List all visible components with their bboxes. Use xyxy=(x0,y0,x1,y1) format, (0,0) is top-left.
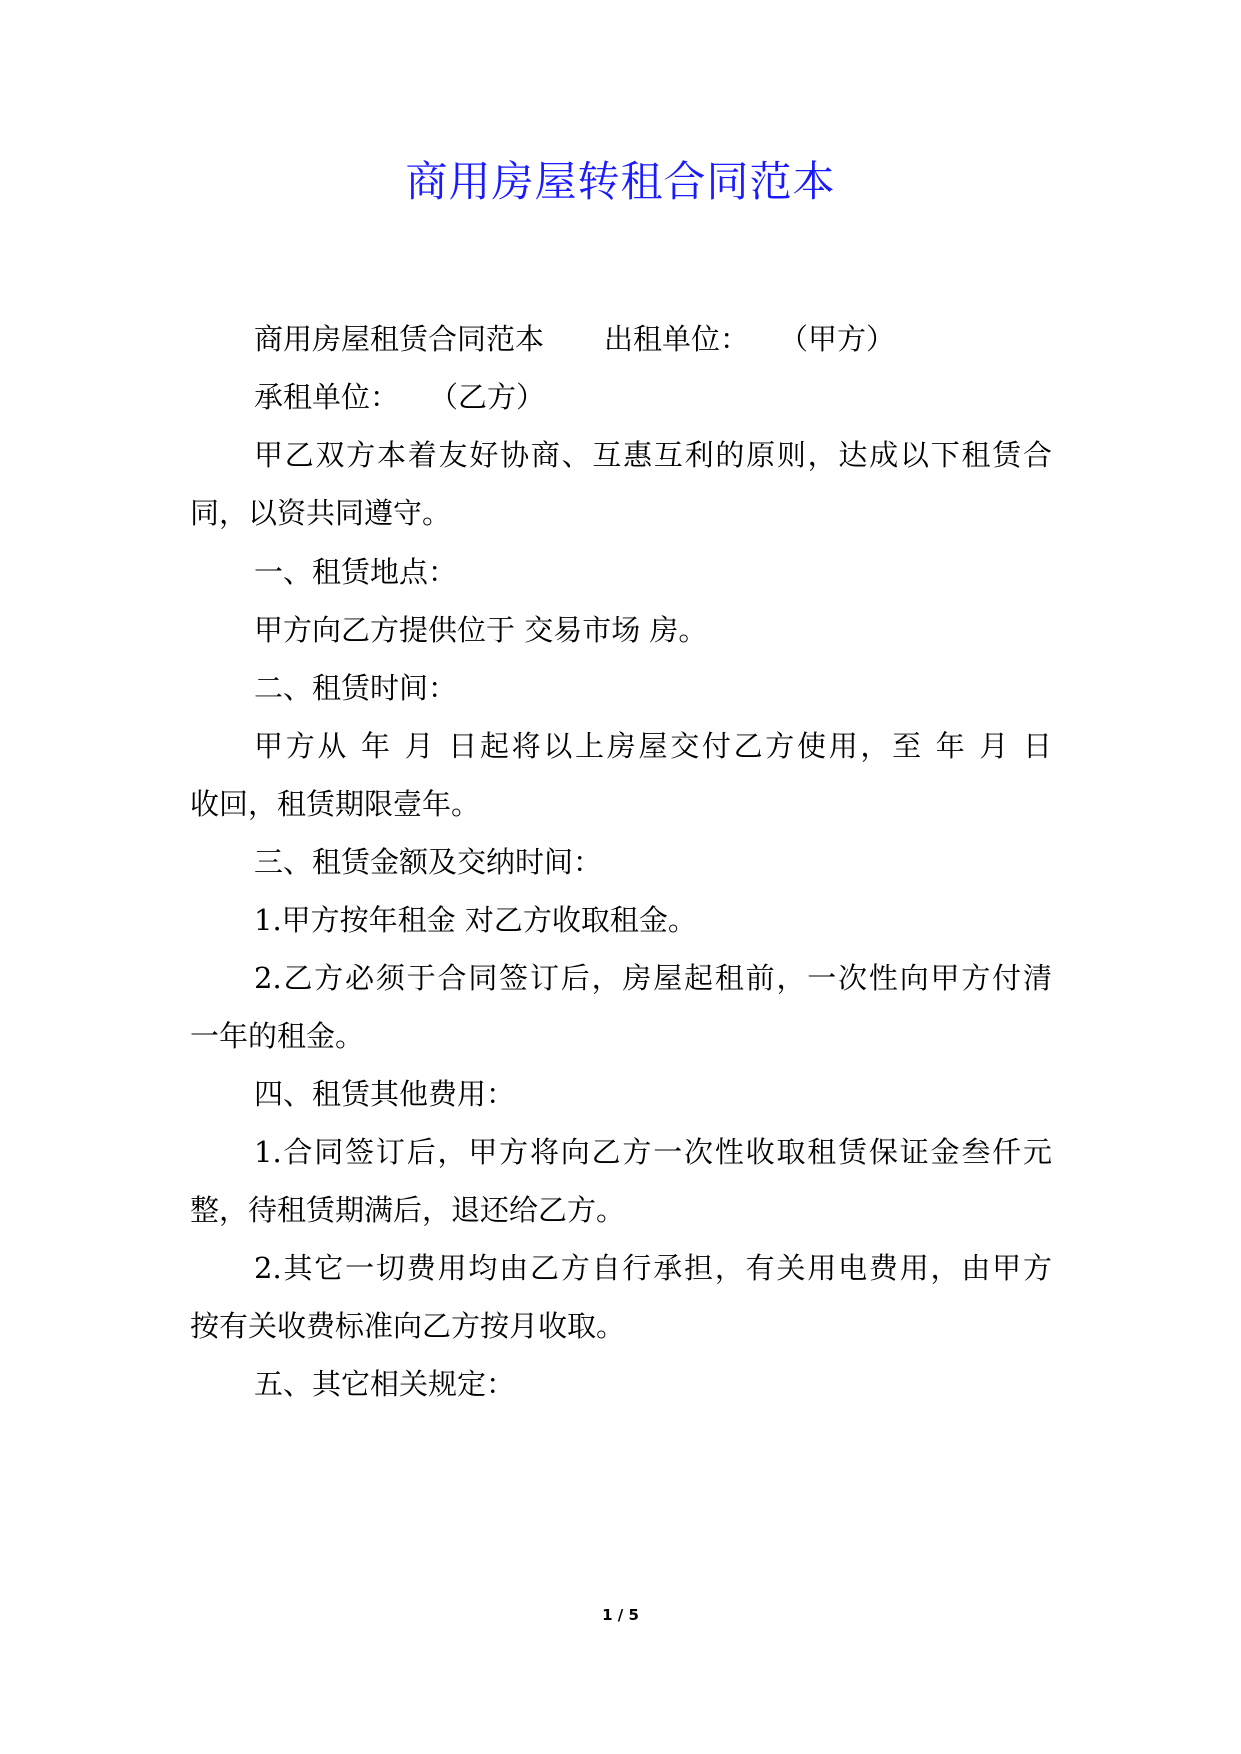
section-heading: 二、租赁时间： xyxy=(254,671,458,705)
paragraph-line: 按有关收费标准向乙方按月收取。 xyxy=(190,1309,626,1343)
lessee-party: （乙方） xyxy=(429,380,546,414)
lessor-label: 出租单位： xyxy=(604,322,750,356)
document-title: 商用房屋转租合同范本 xyxy=(405,157,836,206)
paragraph-line: 2.其它一切费用均由乙方自行承担，有关用电费用，由甲方 xyxy=(254,1251,1052,1285)
header-line xyxy=(254,317,895,361)
lessor-party: （甲方） xyxy=(779,322,896,356)
paragraph-line: 整，待租赁期满后，退还给乙方。 xyxy=(190,1193,626,1227)
paragraph-line: 甲方向乙方提供位于 交易市场 房。 xyxy=(254,613,708,647)
paragraph-line: 1.甲方按年租金 对乙方收取租金。 xyxy=(254,903,697,937)
contract-name: 商用房屋租赁合同范本 xyxy=(254,322,545,356)
lessee-label: 承租单位： xyxy=(254,380,400,414)
paragraph-line: 2.乙方必须于合同签订后，房屋起租前，一次性向甲方付清 xyxy=(254,961,1052,995)
paragraph-line: 1.合同签订后，甲方将向乙方一次性收取租赁保证金叁仟元 xyxy=(254,1135,1052,1169)
paragraph-line: 同，以资共同遵守。 xyxy=(190,496,452,530)
paragraph-line: 一年的租金。 xyxy=(190,1019,365,1053)
section-heading: 一、租赁地点： xyxy=(254,555,458,589)
paragraph-line: 甲乙双方本着友好协商、互惠互利的原则，达成以下租赁合 xyxy=(254,438,1052,472)
section-heading: 五、其它相关规定： xyxy=(254,1367,516,1401)
page-indicator: 1 / 5 xyxy=(602,1606,639,1624)
paragraph-line: 收回，租赁期限壹年。 xyxy=(190,787,481,821)
section-heading: 四、租赁其他费用： xyxy=(254,1077,516,1111)
lessee-line xyxy=(254,375,545,419)
section-heading: 三、租赁金额及交纳时间： xyxy=(254,845,603,879)
paragraph-line: 甲方从 年 月 日起将以上房屋交付乙方使用，至 年 月 日 xyxy=(254,729,1052,763)
